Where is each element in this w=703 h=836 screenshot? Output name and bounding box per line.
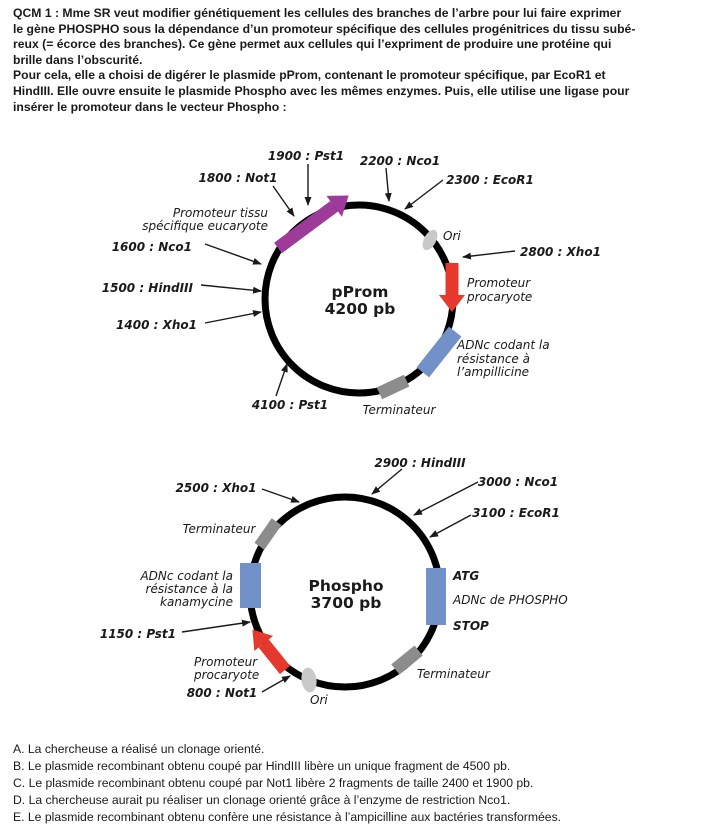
answer-choices — [13, 741, 561, 826]
prokaryotic-promoter-arrow — [439, 263, 465, 312]
euk-promoter-label: spécifique eucaryote — [142, 219, 268, 233]
site-label-xho1-1400: 1400 : Xho1 — [116, 318, 197, 332]
kana-resistance-gene-box — [240, 563, 261, 608]
plasmid-map-pprom — [0, 145, 703, 440]
site-label-pst1-1150: 1150 : Pst1 — [99, 627, 176, 641]
pointer-line — [386, 168, 389, 201]
kana-resistance-label: kanamycine — [160, 595, 233, 609]
terminator-label: Terminateur — [182, 522, 256, 536]
question-line: QCM 1 : Mme SR veut modifier génétiquement les cellules des branches de l’arbre pour lui faire exprimer — [13, 6, 622, 20]
terminator-box — [254, 518, 281, 549]
pointer-line — [273, 186, 294, 216]
site-label-pst1-1900: 1900 : Pst1 — [267, 149, 345, 163]
amp-resistance-label: résistance à — [457, 352, 530, 366]
prok-promoter-label: Promoteur — [467, 276, 531, 290]
prok-promoter-label: procaryote — [194, 668, 260, 682]
amp-resistance-label: l’ampillicine — [457, 365, 530, 379]
answer-a: A. La chercheuse a réalisé un clonage orienté. — [13, 742, 265, 756]
plasmid-name: Phospho — [308, 577, 384, 595]
ori-marker — [300, 667, 318, 694]
site-label-hindiii-2900: 2900 : HindIII — [374, 456, 466, 470]
ori-label: Ori — [310, 693, 328, 707]
question-line: insérer le promoteur dans le vecteur Phospho : — [13, 99, 287, 114]
pointer-line — [182, 622, 250, 632]
euk-promoter-label: Promoteur tissu — [172, 206, 268, 220]
site-label-not1-1800: 1800 : Not1 — [198, 171, 278, 185]
pointer-line — [205, 312, 261, 323]
terminator-label: Terminateur — [362, 403, 436, 417]
stop-label: STOP — [453, 619, 489, 633]
prok-promoter-label: Promoteur — [194, 655, 258, 669]
site-label-xho1-2500: 2500 : Xho1 — [175, 481, 257, 495]
kana-resistance-label: ADNc codant la — [140, 569, 233, 583]
plasmid-size: 3700 pb — [310, 594, 382, 612]
site-label-pst1-4100: 4100 : Pst1 — [251, 398, 329, 412]
question-line: le gène PHOSPHO sous la dépendance d’un promoteur spécifique des cellules progénitrices du tissu subé- — [13, 21, 636, 36]
site-label-not1-800: 800 : Not1 — [186, 686, 258, 700]
phospho-cdna-box — [426, 568, 446, 625]
eukaryotic-promoter-arrow — [270, 185, 356, 258]
site-label-ecor1-2300: 2300 : EcoR1 — [446, 173, 534, 187]
pointer-line — [201, 285, 261, 291]
site-label-nco1-1600: 1600 : Nco1 — [111, 240, 192, 254]
question-line: Pour cela, elle a choisi de digérer le plasmide pProm, contenant le promoteur spécifique, par EcoR1 et — [13, 68, 606, 83]
answer-e: E. Le plasmide recombinant obtenu confère une résistance à l’ampicilline aux bactéries transformées. — [13, 810, 562, 824]
question-line: HindIII. Elle ouvre ensuite le plasmide Phospho avec les mêmes enzymes. Puis, elle utilise une ligase pour — [13, 83, 630, 98]
answer-b: B. Le plasmide recombinant obtenu coupé par HindIII libère un unique fragment de 4500 pb. — [13, 759, 511, 773]
answer-d: D. La chercheuse aurait pu réaliser un clonage orienté grâce à l’enzyme de restriction Nco1. — [13, 793, 511, 807]
pointer-line — [262, 676, 290, 692]
pointer-line — [262, 489, 299, 502]
amp-resistance-label: ADNc codant la — [457, 338, 550, 352]
pointer-line — [463, 251, 515, 257]
pointer-line — [372, 469, 402, 494]
site-label-nco1-3000: 3000 : Nco1 — [477, 475, 559, 489]
site-label-xho1-2800: 2800 : Xho1 — [520, 245, 601, 259]
answer-c: C. Le plasmide recombinant obtenu coupé par Not1 libère 2 fragments de taille 2400 et 1900 pb. — [13, 776, 534, 790]
site-label-nco1-2200: 2200 : Nco1 — [359, 154, 441, 168]
question-line: reux (= écorce des branches). Ce gène permet aux cellules qui l’expriment de produire une protéine qui — [13, 37, 612, 52]
plasmid-size: 4200 pb — [324, 300, 396, 318]
kana-resistance-label: résistance à la — [145, 582, 233, 596]
plasmid-map-phospho — [0, 440, 703, 740]
pointer-line — [414, 482, 478, 515]
pointer-line — [276, 364, 287, 396]
terminator-label: Terminateur — [417, 667, 490, 681]
question-text — [13, 6, 635, 115]
site-label-hindiii-1500: 1500 : HindIII — [101, 281, 193, 295]
ori-label: Ori — [443, 229, 461, 243]
pointer-line — [430, 515, 471, 537]
question-line: brille dans l’obscurité. — [13, 52, 143, 67]
atg-label: ATG — [453, 569, 480, 583]
phospho-cdna-label: ADNc de PHOSPHO — [453, 593, 568, 607]
site-label-ecor1-3100: 3100 : EcoR1 — [472, 506, 560, 520]
prok-promoter-label: procaryote — [467, 290, 533, 304]
amp-resistance-gene-box — [417, 327, 462, 378]
pointer-line — [205, 244, 261, 264]
terminator-box — [377, 375, 410, 399]
pointer-line — [405, 180, 443, 209]
plasmid-name: pProm — [331, 283, 389, 301]
